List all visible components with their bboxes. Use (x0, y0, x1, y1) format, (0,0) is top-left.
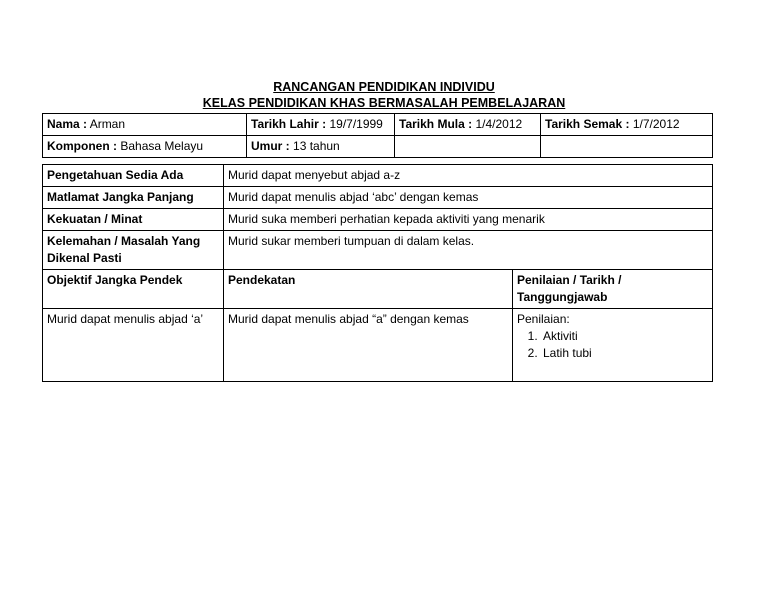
tarikh-mula-label: Tarikh Mula : (399, 117, 473, 131)
umur-label: Umur : (251, 139, 290, 153)
tarikh-lahir-cell (247, 114, 395, 136)
plan-table (42, 164, 713, 382)
tarikh-semak-label: Tarikh Semak : (545, 117, 630, 131)
nama-cell (43, 114, 247, 136)
tarikh-mula-cell (395, 114, 541, 136)
row-label: Matlamat Jangka Panjang (43, 187, 224, 209)
objektif-cell: Murid dapat menulis abjad ‘a’ (43, 309, 224, 382)
document-subtitle: KELAS PENDIDIKAN KHAS BERMASALAH PEMBELAJARAN (202, 96, 566, 110)
komponen-value: Bahasa Melayu (120, 139, 204, 153)
tarikh-semak-cell (541, 114, 713, 136)
nama-label: Nama : (47, 117, 88, 131)
table-row (43, 231, 713, 270)
tarikh-lahir-value: 19/7/1999 (329, 117, 383, 131)
tarikh-lahir-label: Tarikh Lahir : (251, 117, 327, 131)
objektif-header: Objektif Jangka Pendek (43, 270, 224, 309)
row-label: Kekuatan / Minat (43, 209, 224, 231)
row-label: Pengetahuan Sedia Ada (43, 165, 224, 187)
table-row (43, 209, 713, 231)
komponen-cell (43, 136, 247, 158)
pendekatan-header: Pendekatan (224, 270, 513, 309)
list-item: 2. Latih tubi (541, 345, 708, 362)
row-label: Kelemahan / Masalah Yang Dikenal Pasti (43, 231, 224, 270)
penilaian-list (517, 328, 708, 362)
row-value: Murid suka memberi perhatian kepada aktiviti yang menarik (224, 209, 713, 231)
umur-value: 13 tahun (293, 139, 340, 153)
komponen-label: Komponen : (47, 139, 117, 153)
list-item: 1. Aktiviti (541, 328, 708, 345)
document-title: RANCANGAN PENDIDIKAN INDIVIDU (273, 80, 495, 94)
empty-cell (395, 136, 541, 158)
row-value: Murid dapat menulis abjad ‘abc’ dengan kemas (224, 187, 713, 209)
student-info-table (42, 113, 713, 158)
penilaian-cell (513, 309, 713, 382)
row-value: Murid dapat menyebut abjad a-z (224, 165, 713, 187)
info-row-2 (43, 136, 713, 158)
tarikh-mula-value: 1/4/2012 (475, 117, 523, 131)
empty-cell (541, 136, 713, 158)
penilaian-label: Penilaian: (517, 312, 570, 326)
table-row (43, 165, 713, 187)
umur-cell (247, 136, 395, 158)
penilaian-header: Penilaian / Tarikh / Tanggungjawab (513, 270, 713, 309)
tarikh-semak-value: 1/7/2012 (632, 117, 680, 131)
table-row (43, 187, 713, 209)
info-row-1 (43, 114, 713, 136)
row-value: Murid sukar memberi tumpuan di dalam kelas. (224, 231, 713, 270)
nama-value: Arman (89, 117, 126, 131)
pendekatan-cell: Murid dapat menulis abjad “a” dengan kemas (224, 309, 513, 382)
plan-header-row (43, 270, 713, 309)
plan-row (43, 309, 713, 382)
